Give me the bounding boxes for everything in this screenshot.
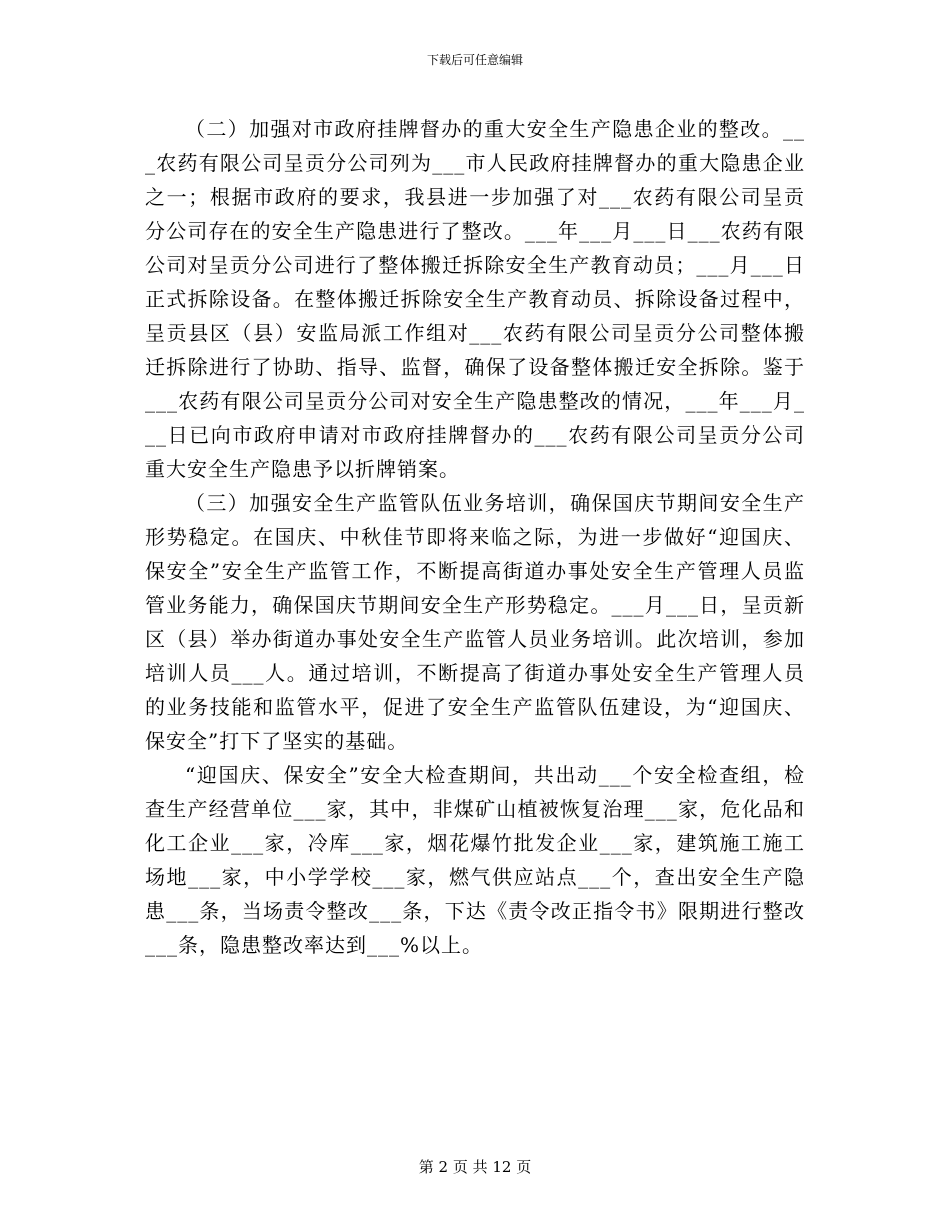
- page-number: 第 2 页 共 12 页: [418, 1158, 532, 1176]
- paragraph-inspection-stats: “迎国庆、保安全”安全大检查期间，共出动___个安全检查组，检查生产经营单位___家，其中，非煤矿山植被恢复治理___家，危化品和化工企业___家，冷库___家，烟花爆竹批发企业___家，建筑施工施工场地___家，中小学学校___家，燃气供应站点___个，查出安全生产隐患___条，当场责令整改___条，下达《责令改正指令书》限期进行整改___条，隐患整改率达到___%以上。: [145, 763, 805, 957]
- document-body: [145, 112, 805, 962]
- page-header: 下载后可任意编辑: [426, 53, 523, 67]
- paragraph-training: （三）加强安全生产监管队伍业务培训，确保国庆节期间安全生产形势稳定。在国庆、中秋佳节即将来临之际，为进一步做好“迎国庆、保安全”安全生产监管工作，不断提高街道办事处安全生产管理人员监管业务能力，确保国庆节期间安全生产形势稳定。___月___日，呈贡新区（县）举办街道办事处安全生产监管人员业务培训。此次培训，参加培训人员___人。通过培训，不断提高了街道办事处安全生产管理人员的业务技能和监管水平，促进了安全生产监管队伍建设，为“迎国庆、保安全”打下了坚实的基础。: [145, 491, 805, 753]
- paragraph-rectification: （二）加强对市政府挂牌督办的重大安全生产隐患企业的整改。___农药有限公司呈贡分公司列为___市人民政府挂牌督办的重大隐患企业之一；根据市政府的要求，我县进一步加强了对___农药有限公司呈贡分公司存在的安全生产隐患进行了整改。___年___月___日___农药有限公司对呈贡分公司进行了整体搬迁拆除安全生产教育动员；___月___日正式拆除设备。在整体搬迁拆除安全生产教育动员、拆除设备过程中，呈贡县区（县）安监局派工作组对___农药有限公司呈贡分公司整体搬迁拆除进行了协助、指导、监督，确保了设备整体搬迁安全拆除。鉴于___农药有限公司呈贡分公司对安全生产隐患整改的情况，___年___月___日已向市政府申请对市政府挂牌督办的___农药有限公司呈贡分公司重大安全生产隐患予以折牌销案。: [145, 117, 805, 481]
